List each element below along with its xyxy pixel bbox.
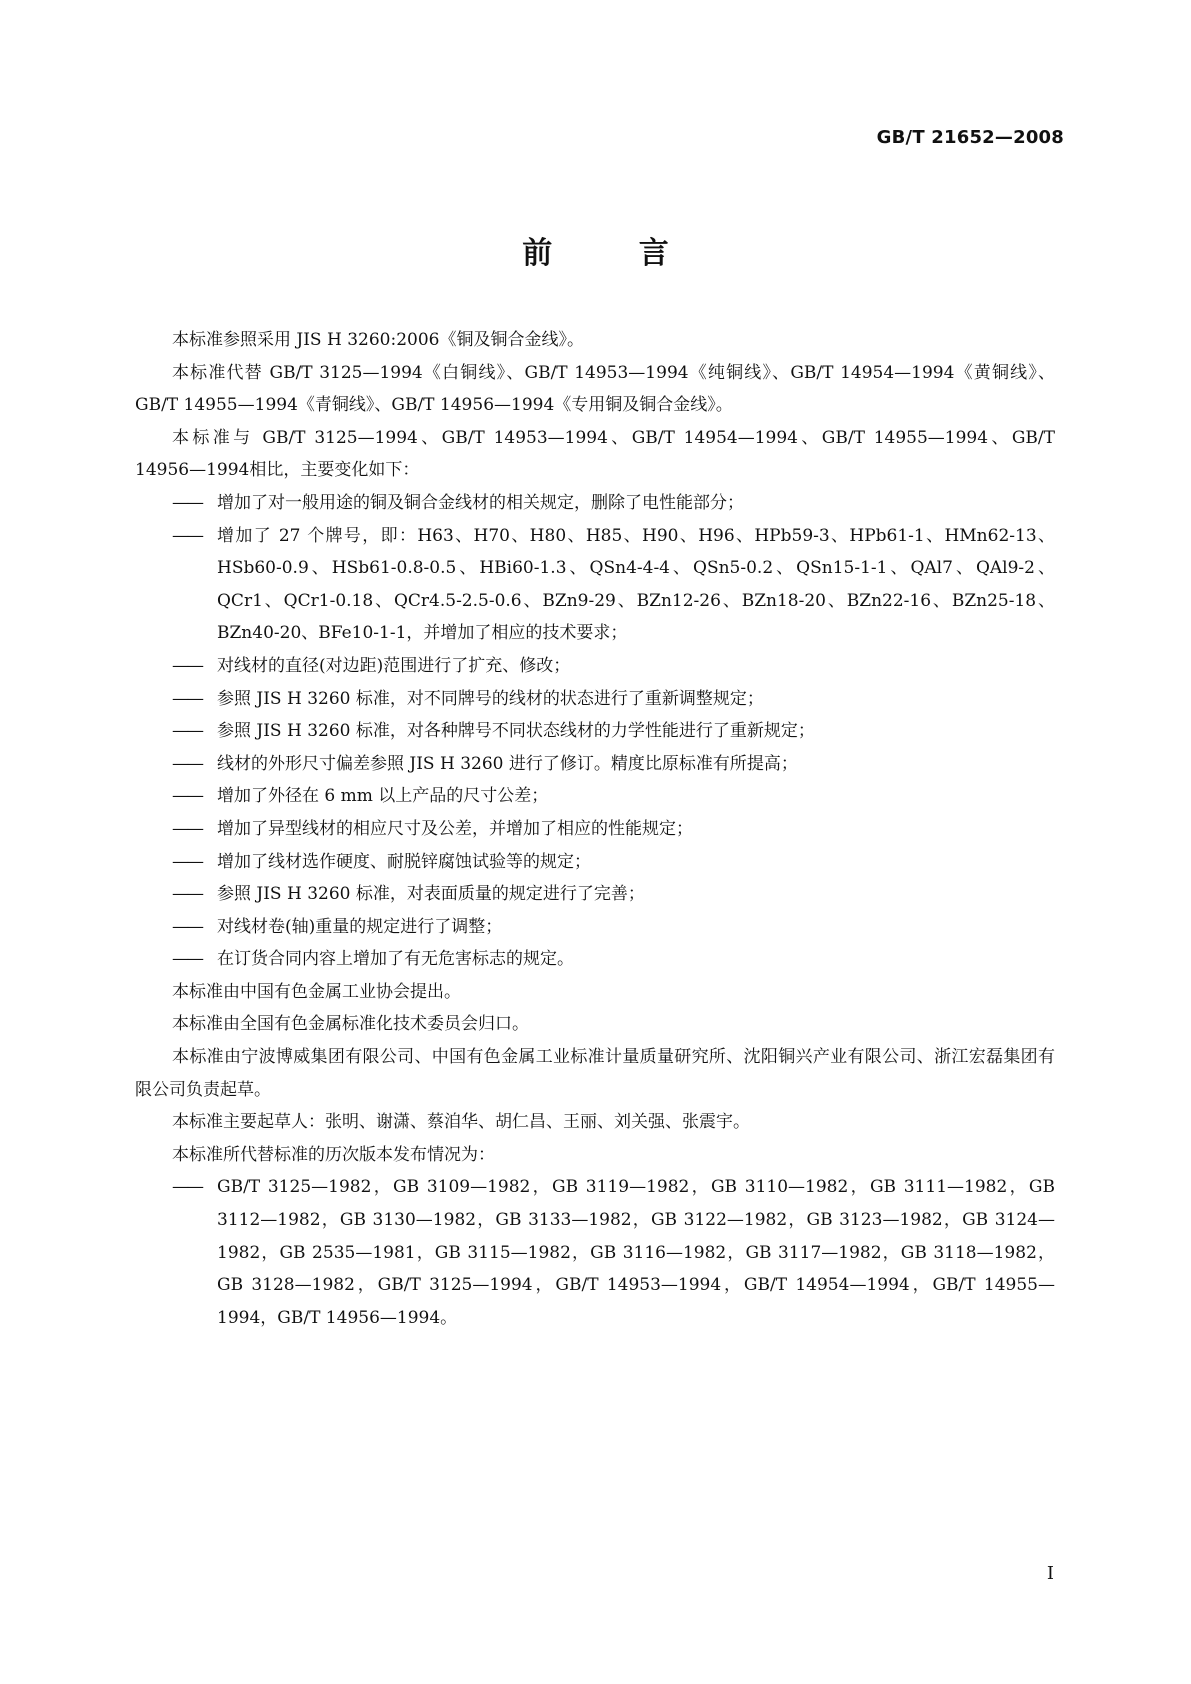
- committee-paragraph: 本标准由全国有色金属标准化技术委员会归口。: [172, 1014, 529, 1035]
- dash-marker: ——: [172, 1177, 202, 1198]
- change-item-text: 参照 JIS H 3260 标准，对各种牌号不同状态线材的力学性能进行了重新规定；: [217, 721, 815, 742]
- change-item: [135, 520, 1055, 650]
- history-intro-paragraph: 本标准所代替标准的历次版本发布情况为：: [172, 1144, 495, 1165]
- drafting-units-paragraph: 本标准由宁波博威集团有限公司、中国有色金属工业标准计量质量研究所、沈阳铜兴产业有限公司、浙江宏磊集团有限公司负责起草。: [135, 1047, 1055, 1100]
- change-item-text: 增加了异型线材的相应尺寸及公差，并增加了相应的性能规定；: [217, 818, 693, 839]
- change-item: [135, 943, 1055, 976]
- dash-marker: ——: [172, 818, 202, 839]
- change-item: [135, 487, 1055, 520]
- drafters-paragraph: 本标准主要起草人：张明、谢潇、蔡洎华、胡仁昌、王丽、刘关强、张震宇。: [172, 1112, 750, 1133]
- change-item-text: 线材的外形尺寸偏差参照 JIS H 3260 进行了修订。精度比原标准有所提高；: [217, 753, 798, 774]
- change-item-text: 参照 JIS H 3260 标准，对不同牌号的线材的状态进行了重新调整规定；: [217, 688, 764, 709]
- change-item: [135, 911, 1055, 944]
- change-item: [135, 878, 1055, 911]
- dash-marker: ——: [172, 851, 202, 872]
- dash-marker: ——: [172, 949, 202, 970]
- change-item: [135, 748, 1055, 781]
- change-item: [135, 813, 1055, 846]
- adoption-paragraph: 本标准参照采用 JIS H 3260:2006《铜及铜合金线》。: [172, 330, 584, 350]
- change-item-text: 增加了 27 个牌号，即：H63、H70、H80、H85、H90、H96、HPb59-3、HPb61-1、HMn62-13、HSb60-0.9、HSb61-0.8-0.5、HBi60-1.3、QSn4-4-4、QSn5-0.2、QSn15-1-1、QAl7、QAl9-2、QCr1、QCr1-0.18、QCr4.5-2.5-0.6、BZn9-29、BZn12-26、BZn18-20、BZn22-16、BZn25-18、BZn40-20、BFe10-1-1，并增加了相应的技术要求；: [217, 525, 1055, 644]
- change-item-text: 对线材的直径(对边距)范围进行了扩充、修改；: [217, 655, 571, 676]
- dash-marker: ——: [172, 916, 202, 937]
- dash-marker: ——: [172, 721, 202, 742]
- comparison-paragraph: 本标准与 GB/T 3125—1994、GB/T 14953—1994、GB/T 14954—1994、GB/T 14955—1994、GB/T 14956—1994相比，主要变化如下：: [135, 427, 1055, 481]
- dash-marker: ——: [172, 492, 202, 513]
- change-item-text: 参照 JIS H 3260 标准，对表面质量的规定进行了完善；: [217, 884, 645, 905]
- document-number: GB/T 21652—2008: [876, 127, 1064, 148]
- dash-marker: ——: [172, 884, 202, 905]
- history-item-text: GB/T 3125—1982，GB 3109—1982，GB 3119—1982，GB 3110—1982，GB 3111—1982，GB 3112—1982，GB 3130—1982，GB 3133—1982，GB 3122—1982，GB 3123—1982，GB 3124—1982，GB 2535—1981，GB 3115—1982，GB 3116—1982，GB 3117—1982，GB 3118—1982，GB 3128—1982，GB/T 3125—1994，GB/T 14953—1994，GB/T 14954—1994，GB/T 14955—1994，GB/T 14956—1994。: [217, 1177, 1055, 1328]
- page-title: 前 言: [522, 236, 707, 271]
- dash-marker: ——: [172, 525, 202, 546]
- change-item: [135, 780, 1055, 813]
- change-item: [135, 650, 1055, 683]
- dash-marker: ——: [172, 753, 202, 774]
- change-item-text: 对线材卷(轴)重量的规定进行了调整；: [217, 916, 503, 937]
- change-item-text: 在订货合同内容上增加了有无危害标志的规定。: [217, 949, 574, 970]
- replacement-paragraph: 本标准代替 GB/T 3125—1994《白铜线》、GB/T 14953—1994《纯铜线》、GB/T 14954—1994《黄铜线》、GB/T 14955—1994《青铜线》、GB/T 14956—1994《专用铜及铜合金线》。: [135, 362, 1055, 416]
- change-item-text: 增加了对一般用途的铜及铜合金线材的相关规定，删除了电性能部分；: [217, 492, 744, 513]
- proposer-paragraph: 本标准由中国有色金属工业协会提出。: [172, 981, 461, 1002]
- change-item-text: 增加了外径在 6 mm 以上产品的尺寸公差；: [217, 786, 549, 807]
- change-item: [135, 846, 1055, 879]
- change-item-text: 增加了线材选作硬度、耐脱锌腐蚀试验等的规定；: [217, 851, 591, 872]
- history-item: [135, 1171, 1055, 1334]
- dash-marker: ——: [172, 786, 202, 807]
- foreword-body: [135, 324, 1055, 1334]
- dash-marker: ——: [172, 655, 202, 676]
- change-item: [135, 715, 1055, 748]
- dash-marker: ——: [172, 688, 202, 709]
- page-number: I: [1046, 1563, 1054, 1584]
- change-item: [135, 683, 1055, 716]
